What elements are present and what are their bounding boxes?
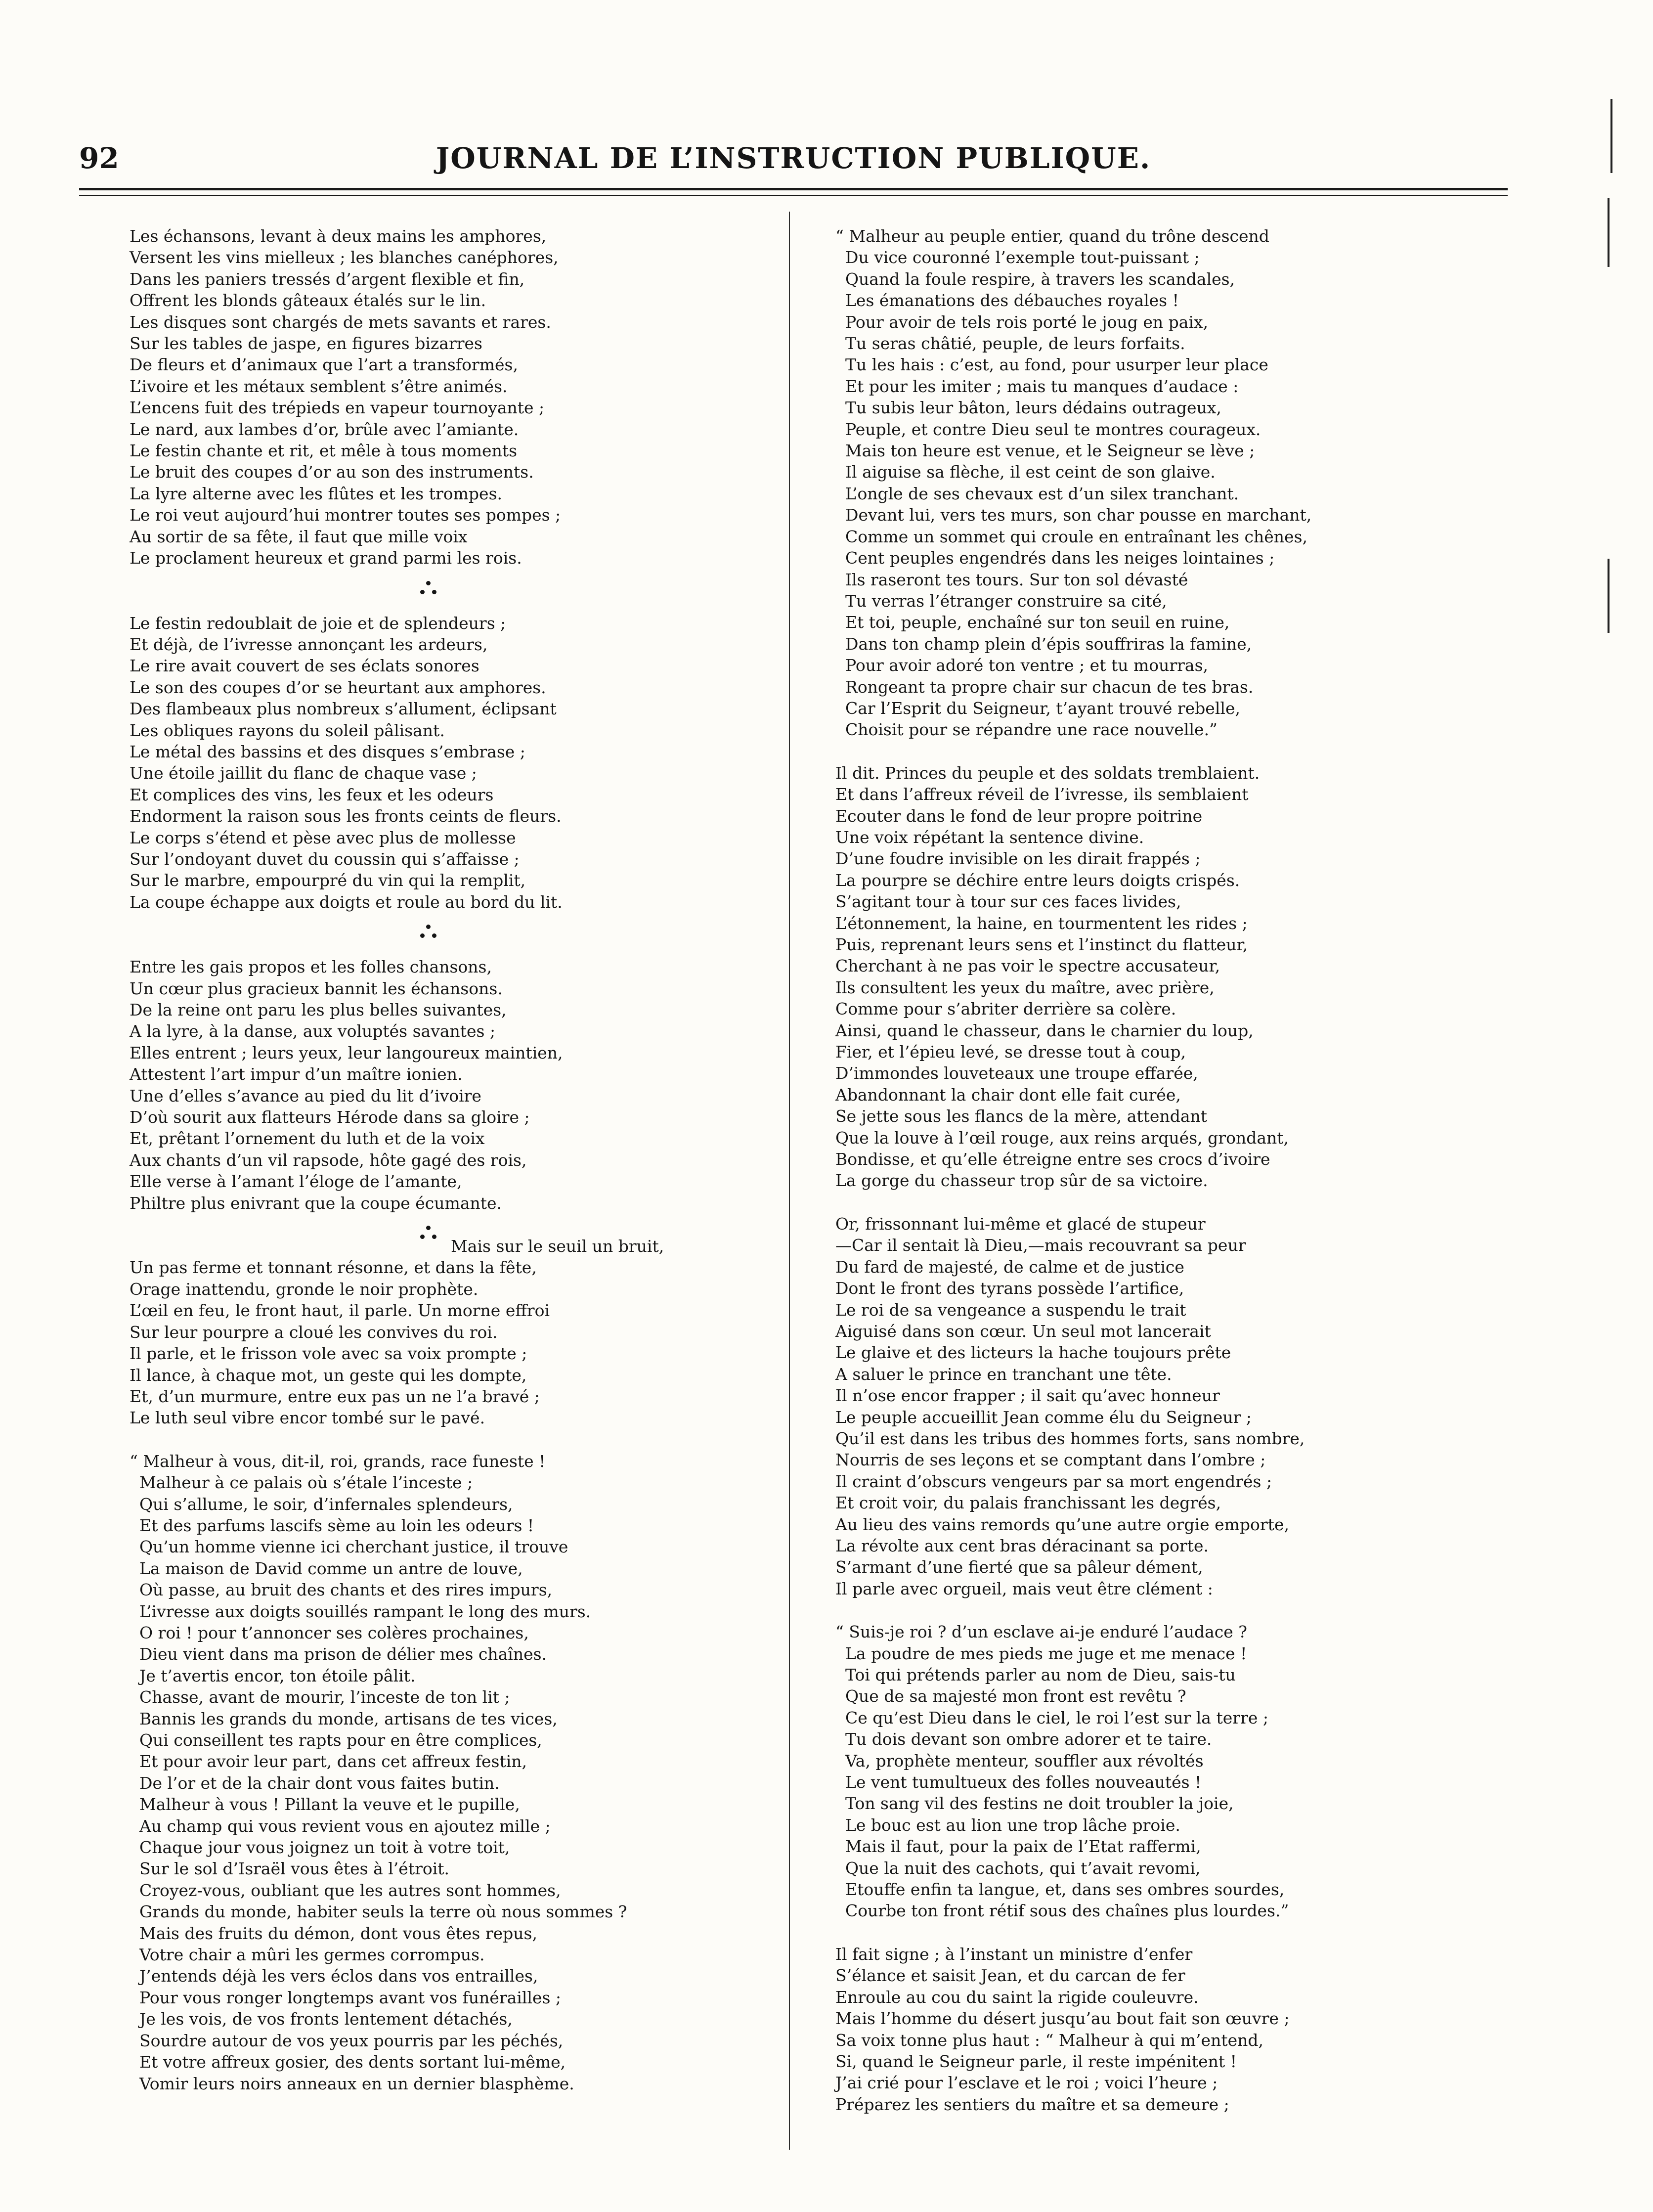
verse-line: Qu’il est dans les tribus des hommes forts, sans nombre, [835,1428,1305,1448]
verse-line: De fleurs et d’animaux que l’art a transformés, [130,355,518,375]
verse-line: Des flambeaux plus nombreux s’allument, éclipsant [130,699,557,719]
stanza [835,1213,1498,1599]
verse-line: Je les vois, de vos fronts lentement détachés, [139,2009,513,2029]
verse-line: “ Malheur à vous, dit-il, roi, grands, race funeste ! [130,1451,546,1471]
verse-line: Puis, reprenant leurs sens et l’instinct du flatteur, [835,935,1248,954]
verse-line: J’ai crié pour l’esclave et le roi ; voici l’heure ; [835,2073,1218,2093]
verse-line: Les émanations des débauches royales ! [845,291,1179,310]
verse-line: Choisit pour se répandre une race nouvelle.” [845,720,1218,740]
verse-line: Orage inattendu, gronde le noir prophète. [130,1279,478,1299]
verse-line: Il aiguise sa flèche, il est ceint de son glaive. [845,462,1216,482]
margin-mark [1608,559,1610,633]
verse-line: La maison de David comme un antre de louve, [139,1558,523,1578]
verse-line: Cent peuples engendrés dans les neiges lointaines ; [845,548,1275,568]
verse-line: De l’or et de la chair dont vous faites butin. [139,1773,500,1793]
verse-line: Etouffe enfin ta langue, et, dans ses ombres sourdes, [845,1880,1285,1900]
page-header [79,139,1508,189]
verse-line: Ton sang vil des festins ne doit troubler la joie, [845,1794,1234,1814]
verse-line: Votre chair a mûri les germes corrompus. [139,1945,485,1965]
verse-line: La pourpre se déchire entre leurs doigts crispés. [835,870,1240,890]
verse-line: Ecouter dans le fond de leur propre poitrine [835,806,1203,826]
verse-line: “ Malheur au peuple entier, quand du trône descend [835,226,1269,246]
verse-line: Ils consultent les yeux du maître, avec prière, [835,977,1215,997]
verse-line: Et, prêtant l’ornement du luth et de la voix [130,1129,485,1149]
stanza [130,225,782,569]
asterism-icon [130,913,782,956]
verse-line: Mais ton heure est venue, et le Seigneur se lève ; [845,441,1255,461]
verse-line: Tu seras châtié, peuple, de leurs forfaits. [845,334,1185,354]
verse-line: Nourris de ses leçons et se comptant dans l’ombre ; [835,1450,1266,1470]
stanza [130,613,782,913]
verse-line: Pour avoir adoré ton ventre ; et tu mourras, [845,656,1209,675]
stanza [130,1257,782,1428]
header-rule-thick [79,188,1508,190]
verse-line: A la lyre, à la danse, aux voluptés savantes ; [130,1021,496,1041]
verse-line: Sur les tables de jaspe, en figures bizarres [130,334,482,354]
verse-line: Il craint d’obscurs vengeurs par sa mort engendrés ; [835,1471,1272,1491]
verse-line: Sur le sol d’Israël vous êtes à l’étroit. [139,1859,450,1879]
verse-line: Et déjà, de l’ivresse annonçant les ardeurs, [130,634,488,654]
verse-line: Le bruit des coupes d’or au son des instruments. [130,462,534,482]
margin-mark [1608,198,1610,267]
verse-line: Et complices des vins, les feux et les odeurs [130,785,494,804]
verse-line: Devant lui, vers tes murs, son char pousse en marchant, [845,505,1312,525]
verse-line: O roi ! pour t’annoncer ses colères prochaines, [139,1623,529,1642]
verse-line: Un pas ferme et tonnant résonne, et dans la fête, [130,1258,537,1278]
verse-line: Tu dois devant son ombre adorer et te taire. [845,1729,1212,1749]
verse-line: Sur l’ondoyant duvet du coussin qui s’affaisse ; [130,849,520,869]
verse-line: La révolte aux cent bras déracinant sa porte. [835,1536,1209,1555]
verse-line: Tu subis leur bâton, leurs dédains outrageux, [845,398,1221,418]
verse-line: Pour vous ronger longtemps avant vos funérailles ; [139,1988,562,2007]
verse-line: Entre les gais propos et les folles chansons, [130,957,492,977]
verse-line: Le vent tumultueux des folles nouveautés ! [845,1772,1202,1792]
verse-line: Comme pour s’abriter derrière sa colère. [835,999,1176,1019]
verse-line: Le corps s’étend et pèse avec plus de mollesse [130,828,516,847]
stanza [130,956,782,1214]
asterism-icon [130,569,782,613]
verse-line: Or, frissonnant lui-même et glacé de stupeur [835,1214,1206,1234]
verse-line: Mais des fruits du démon, dont vous êtes repus, [139,1923,537,1943]
stanza-gap [835,1192,1498,1213]
verse-line: Peuple, et contre Dieu seul te montres courageux. [845,419,1261,439]
verse-line: Où passe, au bruit des chants et des rires impurs, [139,1580,553,1600]
verse-line: Il parle, et le frisson vole avec sa voix prompte ; [130,1344,527,1364]
verse-line: La coupe échappe aux doigts et roule au bord du lit. [130,892,563,912]
verse-line: Les disques sont chargés de mets savants et rares. [130,312,551,332]
verse-line: Se jette sous les flancs de la mère, attendant [835,1106,1208,1126]
verse-line: J’entends déjà les vers éclos dans vos entrailles, [139,1966,538,1986]
verse-line: Chasse, avant de mourir, l’inceste de ton lit ; [139,1687,510,1707]
verse-line: Dans ton champ plein d’épis souffriras la famine, [845,634,1252,654]
verse-line: S’élance et saisit Jean, et du carcan de fer [835,1966,1185,1986]
verse-line: Attestent l’art impur d’un maître ionien. [130,1064,463,1084]
verse-line: Malheur à vous ! Pillant la veuve et le pupille, [139,1795,520,1814]
verse-line: Il fait signe ; à l’instant un ministre d’enfer [835,1944,1193,1964]
column-divider [789,212,790,2150]
stanza [835,1621,1498,1922]
verse-line: Aux chants d’un vil rapsode, hôte gagé des rois, [130,1150,527,1170]
verse-line: Une étoile jaillit du flanc de chaque vase ; [130,763,477,783]
verse-line: Sur le marbre, empourpré du vin qui la remplit, [130,871,526,890]
stanza-gap [130,1429,782,1451]
asterism-icon [130,1214,782,1236]
verse-line: Le rire avait couvert de ses éclats sonores [130,656,479,676]
margin-mark [1610,99,1612,173]
verse-line: D’une foudre invisible on les dirait frappés ; [835,849,1201,869]
verse-line: Et, d’un murmure, entre eux pas un ne l’a bravé ; [130,1386,540,1406]
verse-line: Au lieu des vains remords qu’une autre orgie emporte, [835,1514,1289,1534]
verse-line: Qu’un homme vienne ici cherchant justice, il trouve [139,1537,568,1557]
verse-line: Abandonnant la chair dont elle fait curée, [835,1085,1181,1105]
verse-line: Aiguisé dans son cœur. Un seul mot lancerait [835,1321,1211,1341]
verse-line: D’où sourit aux flatteurs Hérode dans sa gloire ; [130,1107,530,1127]
verse-line: Le glaive et des licteurs la hache toujours prête [835,1343,1231,1363]
verse-line: A saluer le prince en tranchant une tête. [835,1364,1172,1384]
verse-line: La lyre alterne avec les flûtes et les trompes. [130,484,503,503]
stanza [835,762,1498,1192]
verse-line: Endorment la raison sous les fronts ceints de fleurs. [130,806,562,826]
verse-line: Ainsi, quand le chasseur, dans le charnier du loup, [835,1020,1254,1040]
verse-line: Toi qui prétends parler au nom de Dieu, sais-tu [845,1665,1236,1684]
verse-line: L’étonnement, la haine, en tourmentent les rides ; [835,913,1248,933]
verse-line: Comme un sommet qui croule en entraînant les chênes, [845,527,1307,546]
verse-line: Dont le front des tyrans possède l’artifice, [835,1279,1184,1298]
verse-line: Que la louve à l’œil rouge, aux reins arqués, grondant, [835,1128,1289,1148]
verse-line: Au sortir de sa fête, il faut que mille voix [130,527,468,546]
verse-line: Le roi de sa vengeance a suspendu le trait [835,1300,1186,1320]
verse-line: De la reine ont paru les plus belles suivantes, [130,1000,507,1019]
verse-line: La poudre de mes pieds me juge et me menace ! [845,1643,1247,1663]
verse-line: Pour avoir de tels rois porté le joug en paix, [845,312,1209,332]
verse-line: Et pour les imiter ; mais tu manques d’audace : [845,376,1239,396]
verse-line: —Car il sentait là Dieu,—mais recouvrant sa peur [835,1236,1246,1255]
page-number: 92 [79,141,119,175]
verse-line: Fier, et l’épieu levé, se dresse tout à coup, [835,1042,1186,1062]
verse-line: Il n’ose encor frapper ; il sait qu’avec honneur [835,1386,1220,1406]
verse-line: Dans les paniers tressés d’argent flexible et fin, [130,269,525,289]
left-column [130,225,782,2094]
stanza [835,1944,1498,2115]
verse-line: Quand la foule respire, à travers les scandales, [845,269,1235,289]
verse-line: Grands du monde, habiter seuls la terre où nous sommes ? [139,1902,627,1922]
verse-line: La gorge du chasseur trop sûr de sa victoire. [835,1171,1208,1191]
stanza-gap [835,1599,1498,1621]
verse-line: Le roi veut aujourd’hui montrer toutes ses pompes ; [130,505,561,525]
verse-line: Et des parfums lascifs sème au loin les odeurs ! [139,1515,534,1535]
verse-line: Car l’Esprit du Seigneur, t’ayant trouvé rebelle, [845,698,1240,718]
verse-line: L’encens fuit des trépieds en vapeur tournoyante ; [130,398,545,418]
verse-line: Elles entrent ; leurs yeux, leur langoureux maintien, [130,1043,563,1062]
verse-line: Versent les vins mielleux ; les blanches canéphores, [130,248,559,267]
verse-line: Et dans l’affreux réveil de l’ivresse, ils semblaient [835,785,1249,804]
verse-line: Le proclament heureux et grand parmi les rois. [130,548,522,568]
verse-line: Philtre plus enivrant que la coupe écumante. [130,1193,502,1213]
verse-line: Je t’avertis encor, ton étoile pâlit. [139,1666,416,1685]
verse-line: L’ivresse aux doigts souillés rampant le long des murs. [139,1601,591,1621]
verse-line: Préparez les sentiers du maître et sa demeure ; [835,2094,1229,2114]
verse-line: Il dit. Princes du peuple et des soldats tremblaient. [835,763,1260,783]
verse-line: Du vice couronné l’exemple tout-puissant ; [845,248,1200,267]
verse-line: Les obliques rayons du soleil pâlisant. [130,720,445,740]
verse-line: Le festin chante et rit, et mêle à tous moments [130,441,518,461]
stanza [130,1451,782,2094]
header-rule-thin [79,195,1508,196]
verse-line: Tu les hais : c’est, au fond, pour usurper leur place [845,355,1268,375]
verse-line: Et pour avoir leur part, dans cet affreux festin, [139,1752,527,1771]
verse-line: Vomir leurs noirs anneaux en un dernier blasphème. [139,2074,574,2093]
verse-line: Une voix répétant la sentence divine. [835,827,1144,847]
verse-line: Malheur à ce palais où s’étale l’inceste ; [139,1473,473,1493]
verse-line: Le métal des bassins et des disques s’embrase ; [130,742,525,761]
verse-line: Le peuple accueillit Jean comme élu du Seigneur ; [835,1407,1252,1427]
verse-line: Le bouc est au lion une trop lâche proie. [845,1815,1180,1835]
verse-line: S’armant d’une fierté que sa pâleur dément, [835,1557,1203,1577]
verse-line: Dieu vient dans ma prison de délier mes chaînes. [139,1644,547,1664]
verse-line: Chaque jour vous joignez un toit à votre toit, [139,1838,510,1858]
verse-line: Le nard, aux lambes d’or, brûle avec l’amiante. [130,419,519,439]
verse-line: L’ongle de ses chevaux est d’un silex tranchant. [845,484,1239,503]
verse-line: “ Suis-je roi ? d’un esclave ai-je enduré l’audace ? [835,1622,1247,1642]
verse-line: Le luth seul vibre encor tombé sur le pavé. [130,1408,485,1428]
verse-line: Courbe ton front rétif sous des chaînes plus lourdes.” [845,1901,1289,1921]
stanza [835,225,1498,741]
verse-line: Sur leur pourpre a cloué les convives du roi. [130,1322,498,1342]
verse-line: Ils raseront tes tours. Sur ton sol dévasté [845,570,1188,589]
verse-line: Mais il faut, pour la paix de l’Etat raffermi, [845,1837,1201,1857]
verse-line: Que la nuit des cachots, qui t’avait revomi, [845,1858,1201,1878]
verse-line: Si, quand le Seigneur parle, il reste impénitent ! [835,2051,1237,2071]
verse-line: Au champ qui vous revient vous en ajoutez mille ; [139,1816,551,1836]
verse-line: Bondisse, et qu’elle étreigne entre ses crocs d’ivoire [835,1150,1270,1169]
verse-line: Le son des coupes d’or se heurtant aux amphores. [130,677,546,697]
verse-line: Mais l’homme du désert jusqu’au bout fait son œuvre ; [835,2009,1290,2029]
verse-line: Les échansons, levant à deux mains les amphores, [130,226,547,246]
verse-line: Enroule au cou du saint la rigide couleuvre. [835,1987,1199,2007]
verse-line: L’œil en feu, le front haut, il parle. Un morne effroi [130,1301,550,1321]
verse-line: Que de sa majesté mon front est revêtu ? [845,1686,1186,1706]
verse-line: S’agitant tour à tour sur ces faces livides, [835,892,1181,912]
verse-line: Un cœur plus gracieux bannit les échansons. [130,978,503,998]
verse-line: Bannis les grands du monde, artisans de tes vices, [139,1709,558,1728]
verse-line: Tu verras l’étranger construire sa cité, [845,591,1167,611]
verse-line: Cherchant à ne pas voir le spectre accusateur, [835,956,1220,976]
verse-line: Qui conseillent tes rapts pour en être complices, [139,1730,542,1750]
verse-line: Il parle avec orgueil, mais veut être clément : [835,1579,1213,1598]
stanza-gap [835,741,1498,762]
verse-line: Et croit voir, du palais franchissant les degrés, [835,1493,1221,1513]
journal-title: JOURNAL DE L’INSTRUCTION PUBLIQUE. [435,141,1151,175]
verse-line: Ce qu’est Dieu dans le ciel, le roi l’est sur la terre ; [845,1708,1268,1727]
verse-line: Il lance, à chaque mot, un geste qui les dompte, [130,1365,527,1385]
verse-line: L’ivoire et les métaux semblent s’être animés. [130,376,508,396]
verse-line: Va, prophète menteur, souffler aux révoltés [845,1751,1204,1770]
verse-line: Croyez-vous, oubliant que les autres sont hommes, [139,1880,561,1900]
verse-line: Mais sur le seuil un bruit, [451,1237,664,1256]
verse-line: Offrent les blonds gâteaux étalés sur le lin. [130,291,486,310]
verse-line: Et votre affreux gosier, des dents sortant lui-même, [139,2052,566,2072]
stanza-gap [835,1922,1498,1944]
verse-line: Le festin redoublait de joie et de splendeurs ; [130,613,506,633]
verse-line: Du fard de majesté, de calme et de justice [835,1257,1184,1277]
right-column [835,225,1498,2115]
verse-line: Rongeant ta propre chair sur chacun de tes bras. [845,677,1254,697]
verse-line: Une d’elles s’avance au pied du lit d’ivoire [130,1086,481,1106]
verse-line: Sourdre autour de vos yeux pourris par les péchés, [139,2031,564,2050]
verse-line: D’immondes louveteaux une troupe effarée, [835,1063,1198,1083]
verse-line: Et toi, peuple, enchaîné sur ton seuil en ruine, [845,613,1230,632]
verse-line: Qui s’allume, le soir, d’infernales splendeurs, [139,1494,513,1514]
verse-line: Elle verse à l’amant l’éloge de l’amante, [130,1172,462,1192]
verse-line: Sa voix tonne plus haut : “ Malheur à qui m’entend, [835,2030,1263,2050]
